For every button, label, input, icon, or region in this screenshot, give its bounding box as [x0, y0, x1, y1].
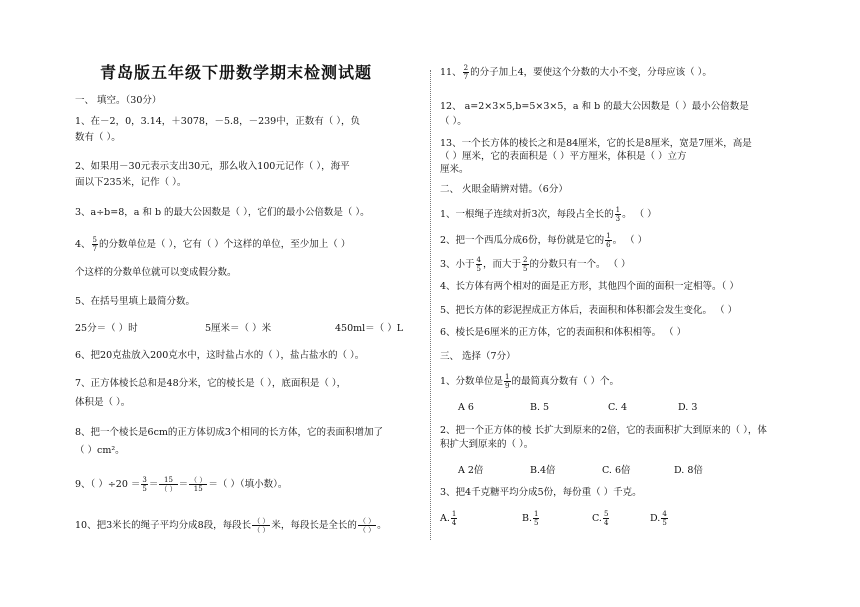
question-10 — [75, 517, 387, 534]
judge-4: 4、长方体有两个相对的面是正方形，其他四个面的面积一定相等。（ ） — [440, 281, 739, 292]
question-13-line-3: 厘米。 — [440, 164, 469, 175]
question-8-line-2: （ ）cm²。 — [75, 445, 125, 456]
judge-1 — [440, 206, 657, 223]
judge-3-answer: 的分数只有一个。 （ ） — [529, 259, 631, 270]
numerator: 15 — [159, 476, 177, 485]
numerator: 1 — [606, 232, 611, 240]
question-7-line-1: 7、正方体棱长总和是48分米，它的棱长是（ ），底面积是（ ）， — [75, 378, 347, 389]
choice-1-option-b[interactable]: B. 5 — [530, 402, 550, 413]
question-7-line-2: 体积是（ ）。 — [75, 397, 131, 408]
denominator: 4 — [451, 519, 457, 527]
judge-3-middle: ，而大于 — [483, 259, 522, 270]
numerator: 4 — [476, 256, 482, 264]
question-10-end: 。 — [377, 520, 387, 531]
numerator: 1 — [451, 510, 457, 518]
fraction — [533, 510, 539, 527]
question-11 — [440, 64, 712, 81]
question-11-prefix: 11、 — [440, 67, 462, 78]
section-heading-true-false: 二、 火眼金睛辨对错。（6分） — [440, 184, 568, 195]
denominator: （ ） — [253, 526, 270, 534]
fraction — [476, 256, 482, 273]
option-label: C. — [592, 513, 602, 524]
choice-3-option-d[interactable] — [650, 510, 669, 527]
choice-3-option-a[interactable] — [440, 510, 458, 527]
denominator: 3 — [615, 215, 621, 223]
numerator: （ ） — [253, 517, 270, 525]
choice-1 — [440, 373, 619, 390]
question-9-suffix: ＝（ ）（填小数）。 — [208, 479, 288, 490]
choice-2-option-d[interactable]: D. 8倍 — [674, 465, 703, 476]
choice-2-line-1: 2、把一个正方体的棱 长扩大到原来的2倍，它的表面积扩大到原来的（ ），体 — [440, 425, 767, 436]
section-heading-fill-in: 一、 填空。（30分） — [75, 95, 162, 106]
choice-1-suffix: 的最简真分数有（ ）个。 — [511, 376, 620, 387]
judge-2 — [440, 232, 647, 249]
question-13-line-1: 13、一个长方体的棱长之和是84厘米，它的长是8厘米，宽是7厘米，高是 — [440, 138, 752, 149]
choice-2-option-b[interactable]: B.4倍 — [530, 465, 556, 476]
denominator: 4 — [603, 519, 609, 527]
question-4-line-2: 个这样的分数单位就可以变成假分数。 — [75, 267, 237, 278]
judge-5: 5、把长方体的彩泥捏成正方体后，表面积和体积都会发生变化。 （ ） — [440, 305, 738, 316]
denominator: 5 — [142, 485, 147, 493]
choice-1-option-d[interactable]: D. 3 — [678, 402, 698, 413]
fraction — [92, 236, 98, 253]
denominator: 6 — [606, 241, 611, 249]
fraction — [451, 510, 457, 527]
fraction — [661, 510, 667, 527]
numerator: （ ） — [190, 476, 207, 484]
judge-2-answer: 。 （ ） — [612, 235, 648, 246]
judge-3 — [440, 256, 631, 273]
question-5-part-a: 25分＝（ ）时 — [75, 323, 138, 334]
equals-sign: ＝ — [148, 479, 159, 490]
question-8-line-1: 8、把一个棱长是6cm的正方体切成3个相同的长方体，它的表面积增加了 — [75, 427, 383, 438]
denominator: （ ） — [160, 485, 177, 493]
section-heading-choice: 三、 选择（7分） — [440, 351, 516, 362]
question-9-prefix: 9、（ ）÷20 ＝ — [75, 479, 141, 490]
fraction — [603, 510, 609, 527]
choice-3: 3、把4千克糖平均分成5份，每份重（ ）千克。 — [440, 487, 642, 498]
question-9 — [75, 476, 287, 493]
question-2-line-2: 面以下235米，记作（ ）。 — [75, 177, 187, 188]
fraction — [504, 373, 510, 390]
numerator: 5 — [92, 236, 98, 244]
denominator: 9 — [505, 382, 510, 390]
fraction — [358, 517, 376, 534]
judge-1-text: 1、一根绳子连续对折3次，每段占全长的 — [440, 209, 614, 220]
choice-1-text: 1、分数单位是 — [440, 376, 504, 387]
question-12-line-2: （ ）。 — [440, 116, 467, 127]
question-4-text: 的分数单位是（ ），它有（ ）个这样的单位，至少加上（ ） — [99, 239, 351, 250]
option-label: A. — [440, 513, 450, 524]
numerator: 1 — [615, 206, 621, 214]
numerator: 3 — [142, 476, 147, 484]
judge-6: 6、棱长是6厘米的正方体，它的表面积和体积相等。 （ ） — [440, 327, 687, 338]
option-label: B. — [522, 513, 533, 524]
question-11-text: 的分子加上4，要使这个分数的大小不变，分母应该（ ）。 — [470, 67, 712, 78]
choice-3-option-c[interactable] — [592, 510, 610, 527]
fraction — [159, 476, 177, 493]
question-4-prefix: 4、 — [75, 239, 91, 250]
question-1-line-1: 1、在－2，0，3.14，＋3078，－5.8，－239中，正数有（ ），负 — [75, 116, 360, 127]
numerator: 5 — [603, 510, 609, 518]
numerator: 4 — [662, 510, 667, 518]
question-5: 5、在括号里填上最简分数。 — [75, 296, 196, 307]
question-1-line-2: 数有（ ）。 — [75, 132, 121, 143]
denominator: 5 — [523, 265, 528, 273]
denominator: 15 — [193, 485, 203, 493]
denominator: 5 — [662, 519, 667, 527]
choice-2-option-c[interactable]: C. 6倍 — [602, 465, 631, 476]
column-divider — [430, 70, 431, 540]
option-label: D. — [650, 513, 661, 524]
numerator: （ ） — [358, 517, 376, 525]
fraction — [252, 517, 270, 534]
numerator: 1 — [505, 373, 510, 381]
judge-1-answer: 。 （ ） — [622, 209, 657, 220]
fraction — [522, 256, 528, 273]
equals-sign: ＝ — [178, 479, 189, 490]
question-6: 6、把20克盐放入200克水中，这时盐占水的（ ），盐占盐水的（ ）。 — [75, 350, 365, 361]
judge-2-text: 2、把一个西瓜分成6份，每份就是它的 — [440, 235, 605, 246]
choice-2-option-a[interactable]: A 2倍 — [458, 465, 484, 476]
question-2-line-1: 2、如果用－30元表示支出30元，那么收入100元记作（ ），海平 — [75, 161, 350, 172]
numerator: 1 — [534, 510, 539, 518]
question-12-line-1: 12、 a=2×3×5,b=5×3×5，a 和 b 的最大公因数是（ ）最小公倍数是 — [440, 101, 749, 112]
denominator: 5 — [534, 519, 539, 527]
denominator: 7 — [463, 73, 469, 81]
question-13-line-2: （ ）厘米，它的表面积是（ ）平方厘米，体积是（ ）立方 — [440, 151, 687, 162]
numerator: 2 — [463, 64, 469, 72]
fraction — [605, 232, 611, 249]
denominator: 5 — [476, 265, 482, 273]
question-5-part-c: 450ml＝（ ）L — [335, 323, 404, 334]
numerator: 2 — [523, 256, 528, 264]
fraction — [463, 64, 469, 81]
denominator: （ ） — [358, 526, 376, 534]
page-title: 青岛版五年级下册数学期末检测试题 — [100, 63, 373, 82]
fraction — [141, 476, 147, 493]
question-4-line-1 — [75, 236, 350, 253]
choice-1-option-a[interactable]: A 6 — [458, 402, 474, 413]
judge-3-text: 3、小于 — [440, 259, 475, 270]
fraction — [615, 206, 621, 223]
question-5-part-b: 5厘米＝（ ）米 — [205, 323, 272, 334]
question-3: 3、a÷b=8，a 和 b 的最大公因数是（ ），它们的最小公倍数是（ ）。 — [75, 207, 370, 218]
choice-2-line-2: 积扩大到原来的（ ）。 — [440, 439, 534, 450]
question-10-prefix: 10、把3米长的绳子平均分成8段，每段长 — [75, 520, 252, 531]
choice-1-option-c[interactable]: C. 4 — [608, 402, 628, 413]
denominator: 7 — [92, 245, 98, 253]
fraction — [189, 476, 207, 493]
choice-3-option-b[interactable] — [522, 510, 540, 527]
question-10-middle: 米，每段长是全长的 — [271, 520, 357, 531]
